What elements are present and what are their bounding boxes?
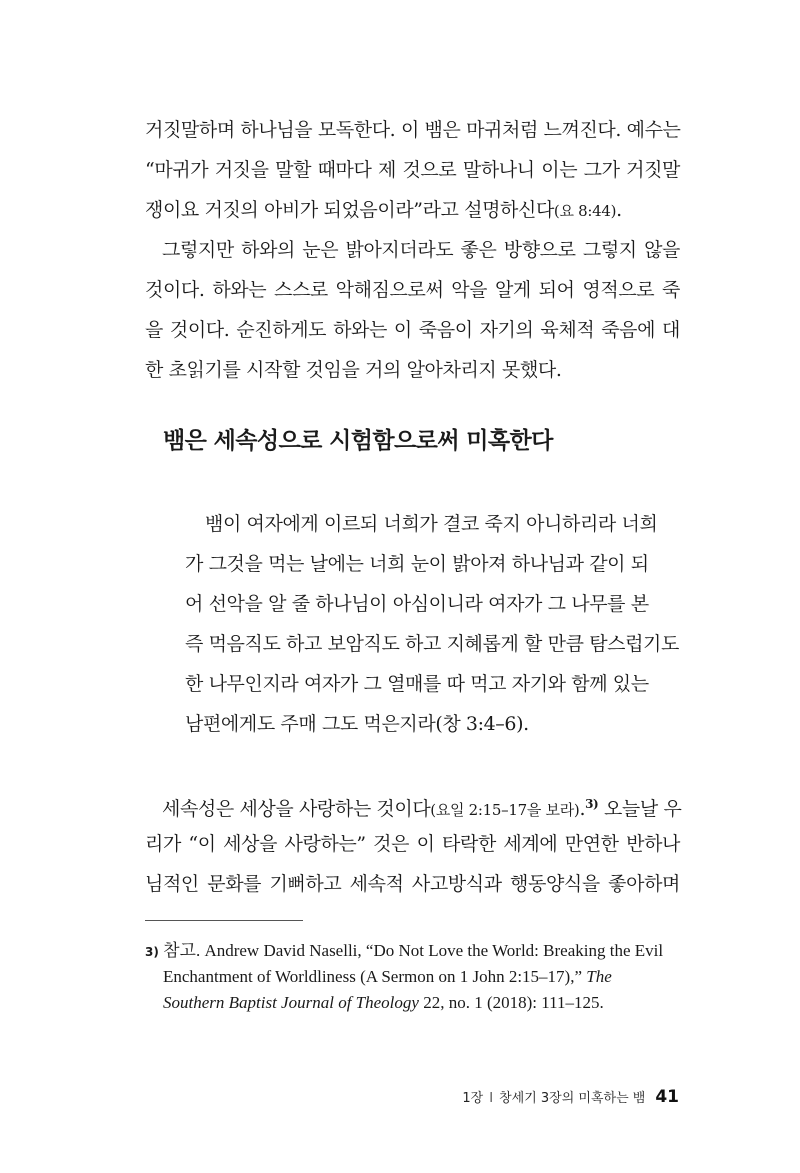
section-heading: 뱀은 세속성으로 시험함으로써 미혹한다 <box>163 428 553 454</box>
paragraph-2-line-3: 을 것이다. 순진하게도 하와는 이 죽음이 자기의 육체적 죽음에 대 <box>145 319 680 341</box>
paragraph-1-line-3 <box>145 198 622 223</box>
footer-title: 창세기 3장의 미혹하는 뱀 <box>499 1091 646 1106</box>
quote-line-5: 한 나무인지라 여자가 그 열매를 따 먹고 자기와 함께 있는 <box>185 673 649 695</box>
paragraph-2-line-1: 그렇지만 하와의 눈은 밝아지더라도 좋은 방향으로 그렇지 않을 <box>162 239 680 261</box>
footnote-journal-title: Southern Baptist Journal of Theology <box>163 993 419 1012</box>
page-number: 41 <box>655 1087 679 1107</box>
footnote-line-1-text: 참고. Andrew David Naselli, “Do Not Love the World: Breaking the Evil <box>163 941 664 960</box>
footnote-line-3 <box>163 992 604 1014</box>
footnote-line-1 <box>145 940 663 963</box>
paragraph-3-period: . <box>579 798 586 820</box>
paragraph-2-line-4: 한 초읽기를 시작할 것임을 거의 알아차리지 못했다. <box>145 359 562 381</box>
page-footer <box>462 1087 679 1107</box>
paragraph-1-line-2: “마귀가 거짓을 말할 때마다 제 것으로 말하나니 이는 그가 거짓말 <box>145 159 680 181</box>
paragraph-2-line-2: 것이다. 하와는 스스로 악해짐으로써 악을 알게 되어 영적으로 죽 <box>145 279 680 301</box>
footer-separator: I <box>489 1091 494 1106</box>
quote-line-3: 어 선악을 알 줄 하나님이 아심이니라 여자가 그 나무를 본 <box>185 593 649 615</box>
footnote-reference[interactable]: 3) <box>585 797 599 811</box>
paragraph-1-line-3-text: 쟁이요 거짓의 아비가 되었음이라”라고 설명하신다 <box>145 199 554 221</box>
paragraph-3-line-1 <box>162 792 681 822</box>
quote-line-4: 즉 먹음직도 하고 보암직도 하고 지혜롭게 할 만큼 탐스럽기도 <box>185 633 679 655</box>
scripture-reference: (요일 2:15–17을 보라) <box>430 801 580 819</box>
footnote-divider <box>145 920 303 921</box>
paragraph-3-line-3: 님적인 문화를 기뻐하고 세속적 사고방식과 행동양식을 좋아하며 <box>145 873 680 895</box>
scripture-reference: (요 8:44) <box>553 202 617 220</box>
quote-line-1: 뱀이 여자에게 이르되 너희가 결코 죽지 아니하리라 너희 <box>205 513 658 535</box>
footnote-line-2 <box>163 966 612 988</box>
quote-line-6: 남편에게도 주매 그도 먹은지라(창 3:4–6). <box>185 713 529 735</box>
paragraph-3-line-1-text: 세속성은 세상을 사랑하는 것이다 <box>162 798 431 820</box>
paragraph-3-line-2: 리가 “이 세상을 사랑하는” 것은 이 타락한 세계에 만연한 반하나 <box>145 833 680 855</box>
footnote-journal-title-start: The <box>586 967 612 986</box>
paragraph-1-line-1: 거짓말하며 하나님을 모독한다. 이 뱀은 마귀처럼 느껴진다. 예수는 <box>145 119 681 141</box>
paragraph-1-end: . <box>616 199 622 221</box>
footnote-line-2-text: Enchantment of Worldliness (A Sermon on 1 John 2:15–17),” <box>163 967 587 986</box>
quote-line-2: 가 그것을 먹는 날에는 너희 눈이 밝아져 하나님과 같이 되 <box>185 553 649 575</box>
footer-chapter: 1장 <box>462 1091 484 1106</box>
paragraph-3-line-1-end: 오늘날 우 <box>598 798 682 820</box>
footnote-line-3-text: 22, no. 1 (2018): 111–125. <box>418 993 604 1012</box>
footnote-mark: 3) <box>145 945 159 959</box>
